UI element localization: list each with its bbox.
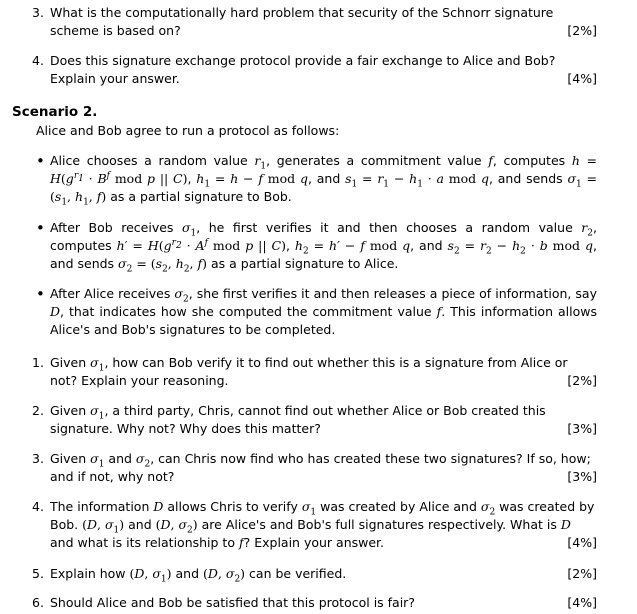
bullet-icon: •: [36, 285, 45, 303]
question-marks: [3%]: [567, 469, 597, 484]
question-marks: [2%]: [567, 566, 597, 581]
math-f: f: [488, 153, 493, 168]
math-h-def: $h = H(g^{r_1} \cdot B^f$ mod p || C): [50, 153, 597, 186]
protocol-step-3: • After Alice receives $\sigma_2$, she first verifies it and then releases a piece of information, say D, that indicates how she computed the commitment value f. This information allows Alice's and Bob's signatures to be completed.: [36, 285, 597, 337]
scenario-heading: Scenario 2.: [12, 104, 98, 120]
question-4: 4. The information D allows Chris to verify $\sigma_1$ was created by Alice and $\sigma_2$ was created by Bob. (D, $\sigma_1$) and (D, $\sigma_2$) are Alice's and Bob's full signatures respectively. What is D and what is its relationship to f? Explain your answer. [4%]: [32, 499, 597, 550]
question-marks: [3%]: [567, 421, 597, 436]
question-6: 6. Should Alice and Bob be satisfied that this protocol is fair? [4%]: [32, 595, 597, 610]
question-marks: [2%]: [567, 373, 597, 388]
question-text: What is the computationally hard problem that security of the Schnorr signature scheme is based on?: [50, 5, 554, 38]
math-h1-def: $h_1 = h - f$ mod q: [196, 171, 308, 190]
bullet-icon: •: [36, 219, 45, 237]
question-marks: [4%]: [567, 71, 597, 86]
question-3-top: [32, 4, 597, 40]
scenario-intro: Alice and Bob agree to run a protocol as follows:: [36, 123, 340, 138]
question-4-top: [32, 52, 597, 88]
math-sigma1-def: $\sigma_1 = (s_1$, $h_1$, f): [50, 171, 598, 208]
question-number: 3.: [32, 5, 44, 20]
bullet-icon: •: [36, 152, 45, 170]
protocol-step-1: • Alice chooses a random value $r_1$, generates a commitment value f, computes $h = H(g^{r_1} \cdot B^f$ mod p || C), $h_1 = h - f$ mod q, and $s_1 = r_1 - h_1 \cdot a$ mod q, and sends $\sigma_1 = (s_1$, $h_1$, f) as a partial signature to Bob.: [36, 152, 598, 208]
question-2: 2. Given $\sigma_1$, a third party, Chris, cannot find out whether Alice or Bob created this signature. Why not? Why does this matter? [3%]: [32, 403, 597, 436]
question-3: 3. Given $\sigma_1$ and $\sigma_2$, can Chris now find who has created these two signatures? If so, how; and if not, why not? [3%]: [32, 451, 597, 484]
question-text: Does this signature exchange protocol provide a fair exchange to Alice and Bob? Explain your answer.: [50, 53, 556, 86]
math-r1: $r_1$: [254, 153, 267, 172]
protocol-step-2: • After Bob receives $\sigma_1$, he first verifies it and then chooses a random value $r_2$, computes $h' = H(g^{r_2} \cdot A^f$ mod p || C), $h_2 = h' - f$ mod q, and $s_2 = r_2 - h_2 \cdot b$ mod q, and sends $\sigma_2 = (s_2$, $h_2$, f) as a partial signature to Alice.: [36, 219, 597, 275]
question-5: 5. Explain how (D, $\sigma_1$) and (D, $\sigma_2$) can be verified. [2%]: [32, 566, 597, 585]
question-number: 4.: [32, 53, 44, 68]
question-marks: [4%]: [567, 535, 597, 550]
question-marks: [4%]: [567, 595, 597, 610]
question-1: 1. Given $\sigma_1$, how can Bob verify it to find out whether this is a signature from Alice or not? Explain your reasoning. [2%]: [32, 355, 597, 388]
math-s1-def: $s_1 = r_1 - h_1 \cdot a$ mod q: [345, 171, 489, 190]
question-marks: [2%]: [567, 23, 597, 38]
